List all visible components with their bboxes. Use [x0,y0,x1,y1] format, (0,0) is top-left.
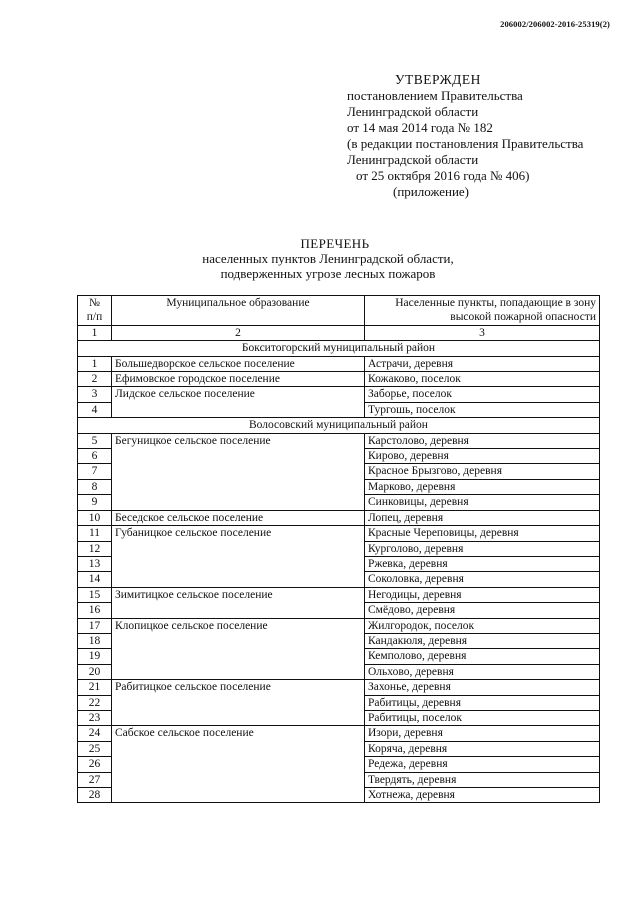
locality-name: Курголово, деревня [365,541,600,556]
row-number: 17 [78,618,112,633]
row-number: 1 [78,356,112,371]
locality-name: Соколовка, деревня [365,572,600,587]
table-row [78,680,600,695]
locality-name: Рабитицы, поселок [365,710,600,725]
approval-line: Ленинградской области [347,152,479,167]
row-number: 11 [78,526,112,541]
locality-name: Кожаково, поселок [365,372,600,387]
municipality-name: Бегуницкое сельское поселение [112,433,365,510]
locality-name: Кирово, деревня [365,449,600,464]
row-number: 23 [78,710,112,725]
column-index-row [78,325,600,340]
row-number: 3 [78,387,112,402]
locality-name: Кемполово, деревня [365,649,600,664]
row-number: 28 [78,788,112,803]
row-number: 15 [78,587,112,602]
table-row [78,726,600,741]
row-number: 2 [78,372,112,387]
row-number: 25 [78,741,112,756]
row-number: 6 [78,449,112,464]
list-heading [0,236,640,281]
table-row [78,372,600,387]
locality-name: Астрачи, деревня [365,356,600,371]
district-row [78,418,600,433]
document-code: 206002/206002-2016-25319(2) [500,19,610,29]
locality-name: Хотнежа, деревня [365,788,600,803]
locality-name: Красное Брызгово, деревня [365,464,600,479]
row-number: 18 [78,633,112,648]
approval-line: (приложение) [393,184,470,199]
approval-title: УТВЕРЖДЕН [395,72,481,87]
locality-name: Карстолово, деревня [365,433,600,448]
row-number: 12 [78,541,112,556]
municipality-name: Сабское сельское поселение [112,726,365,803]
locality-name: Ржевка, деревня [365,556,600,571]
row-number: 9 [78,495,112,510]
locality-name: Смёдово, деревня [365,603,600,618]
row-number: 19 [78,649,112,664]
locality-name: Красные Череповицы, деревня [365,526,600,541]
header-localities-line1: Населенные пункты, попадающие в зону [395,297,596,309]
row-number: 22 [78,695,112,710]
approval-line: Ленинградской области [347,104,479,119]
row-number: 13 [78,556,112,571]
row-number: 21 [78,680,112,695]
column-index: 3 [365,325,600,340]
approval-line: (в редакции постановления Правительства [347,136,584,151]
district-name: Волосовский муниципальный район [78,418,600,433]
locality-name: Лопец, деревня [365,510,600,525]
municipality-name: Губаницкое сельское поселение [112,526,365,588]
locality-name: Захонье, деревня [365,680,600,695]
table-body [78,341,600,803]
row-number: 14 [78,572,112,587]
row-number: 16 [78,603,112,618]
locality-name: Марково, деревня [365,479,600,494]
district-row [78,341,600,356]
municipality-name: Большедворское сельское поселение [112,356,365,371]
header-number-line2: п/п [86,311,103,324]
header-number [78,296,112,326]
municipality-name: Лидское сельское поселение [112,387,365,418]
municipality-name: Рабитицкое сельское поселение [112,680,365,726]
header-localities [365,296,600,326]
approval-stamp [347,72,583,200]
settlements-table [77,295,600,803]
row-number: 4 [78,402,112,417]
row-number: 26 [78,757,112,772]
header-municipality: Муниципальное образование [112,296,365,326]
locality-name: Жилгородок, поселок [365,618,600,633]
table-row [78,356,600,371]
header-number-line1: № [89,297,100,309]
header-localities-line2: высокой пожарной опасности [450,311,596,324]
row-number: 8 [78,479,112,494]
column-index: 2 [112,325,365,340]
table-header-row [78,296,600,326]
row-number: 10 [78,510,112,525]
heading-title: ПЕРЕЧЕНЬ [300,236,370,251]
locality-name: Тургошь, поселок [365,402,600,417]
table-row [78,526,600,541]
locality-name: Синковицы, деревня [365,495,600,510]
approval-line: от 14 мая 2014 года № 182 [347,120,493,135]
table-row [78,618,600,633]
approval-line: от 25 октября 2016 года № 406) [356,168,530,183]
municipality-name: Беседское сельское поселение [112,510,365,525]
column-index: 1 [78,325,112,340]
locality-name: Негодицы, деревня [365,587,600,602]
row-number: 27 [78,772,112,787]
locality-name: Заборье, поселок [365,387,600,402]
locality-name: Ольхово, деревня [365,664,600,679]
table-row [78,387,600,402]
locality-name: Рабитицы, деревня [365,695,600,710]
row-number: 24 [78,726,112,741]
table-row [78,433,600,448]
locality-name: Коряча, деревня [365,741,600,756]
municipality-name: Зимитицкое сельское поселение [112,587,365,618]
row-number: 7 [78,464,112,479]
heading-line: населенных пунктов Ленинградской области, [202,251,454,266]
row-number: 20 [78,664,112,679]
locality-name: Изори, деревня [365,726,600,741]
approval-line: постановлением Правительства [347,88,523,103]
municipality-name: Клопицкое сельское поселение [112,618,365,680]
locality-name: Твердять, деревня [365,772,600,787]
district-name: Бокситогорский муниципальный район [78,341,600,356]
municipality-name: Ефимовское городское поселение [112,372,365,387]
table-row [78,587,600,602]
locality-name: Кандакюля, деревня [365,633,600,648]
table-row [78,510,600,525]
row-number: 5 [78,433,112,448]
locality-name: Редежа, деревня [365,757,600,772]
heading-line: подверженных угрозе лесных пожаров [220,266,436,281]
